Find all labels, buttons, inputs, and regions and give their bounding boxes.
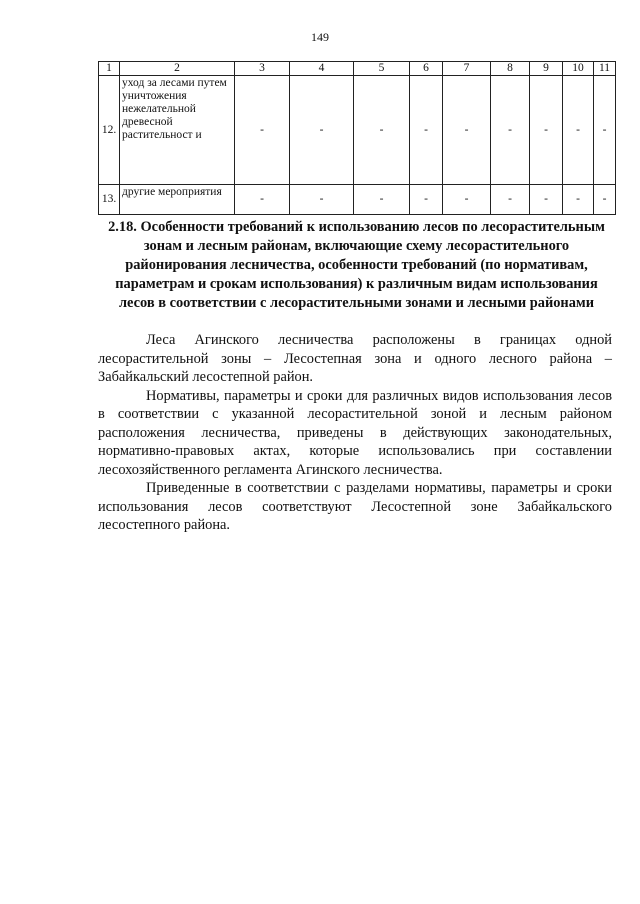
table-header-row	[99, 62, 616, 76]
header-cell: 7	[443, 62, 491, 76]
table-cell: -	[530, 76, 563, 185]
table-cell: -	[491, 185, 530, 215]
header-cell: 10	[563, 62, 594, 76]
table-cell: -	[594, 76, 616, 185]
table-cell: -	[235, 76, 290, 185]
table-cell: -	[563, 76, 594, 185]
table-cell: -	[443, 76, 491, 185]
table-row	[99, 76, 616, 185]
row-activity-name: уход за лесами путем уничтожения нежелательной древесной растительност и	[120, 76, 235, 185]
table-cell: -	[290, 185, 354, 215]
paragraph: Приведенные в соответствии с разделами нормативы, параметры и сроки использования лесов соответствуют Лесостепной зоне Забайкальского лесостепного района.	[98, 480, 612, 533]
header-cell: 2	[120, 62, 235, 76]
body-text	[98, 331, 612, 535]
header-cell: 3	[235, 62, 290, 76]
header-cell: 9	[530, 62, 563, 76]
paragraph: Нормативы, параметры и сроки для различных видов использования лесов в соответствии с указанной лесорастительной зоной и лесным районом расположения лесничества, приведены в действующих законодательных, нормативно-правовых актах, которые использовались при составлении лесохозяйственного регламента Агинского лесничества.	[98, 387, 612, 478]
table-cell: -	[491, 76, 530, 185]
table-cell: -	[235, 185, 290, 215]
table-cell: -	[530, 185, 563, 215]
table-cell: -	[594, 185, 616, 215]
table-cell: -	[354, 76, 410, 185]
header-cell: 1	[99, 62, 120, 76]
table-cell: -	[443, 185, 491, 215]
paragraph: Леса Агинского лесничества расположены в границах одной лесорастительной зоны – Лесостепная зона и одного лесного района – Забайкальский лесостепной район.	[98, 332, 612, 385]
header-cell: 4	[290, 62, 354, 76]
header-cell: 5	[354, 62, 410, 76]
section-title: 2.18. Особенности требований к использованию лесов по лесорастительным зонам и лесным районам, включающие схему лесорастительного районирования лесничества, особенности требований (по нормативам, параметрам и срокам использования) к различным видам использования лесов в соответствии с лесорастительными зонами и лесными районами	[108, 219, 605, 311]
header-cell: 8	[491, 62, 530, 76]
header-cell: 11	[594, 62, 616, 76]
page-number: 149	[311, 30, 329, 44]
row-number: 13.	[99, 185, 120, 215]
table-cell: -	[354, 185, 410, 215]
row-activity-name: другие мероприятия	[120, 185, 235, 215]
header-cell: 6	[410, 62, 443, 76]
forest-use-table	[98, 61, 616, 215]
table-row	[99, 185, 616, 215]
table-cell: -	[290, 76, 354, 185]
table-cell: -	[410, 76, 443, 185]
row-number: 12.	[99, 76, 120, 185]
table-cell: -	[410, 185, 443, 215]
table-cell: -	[563, 185, 594, 215]
